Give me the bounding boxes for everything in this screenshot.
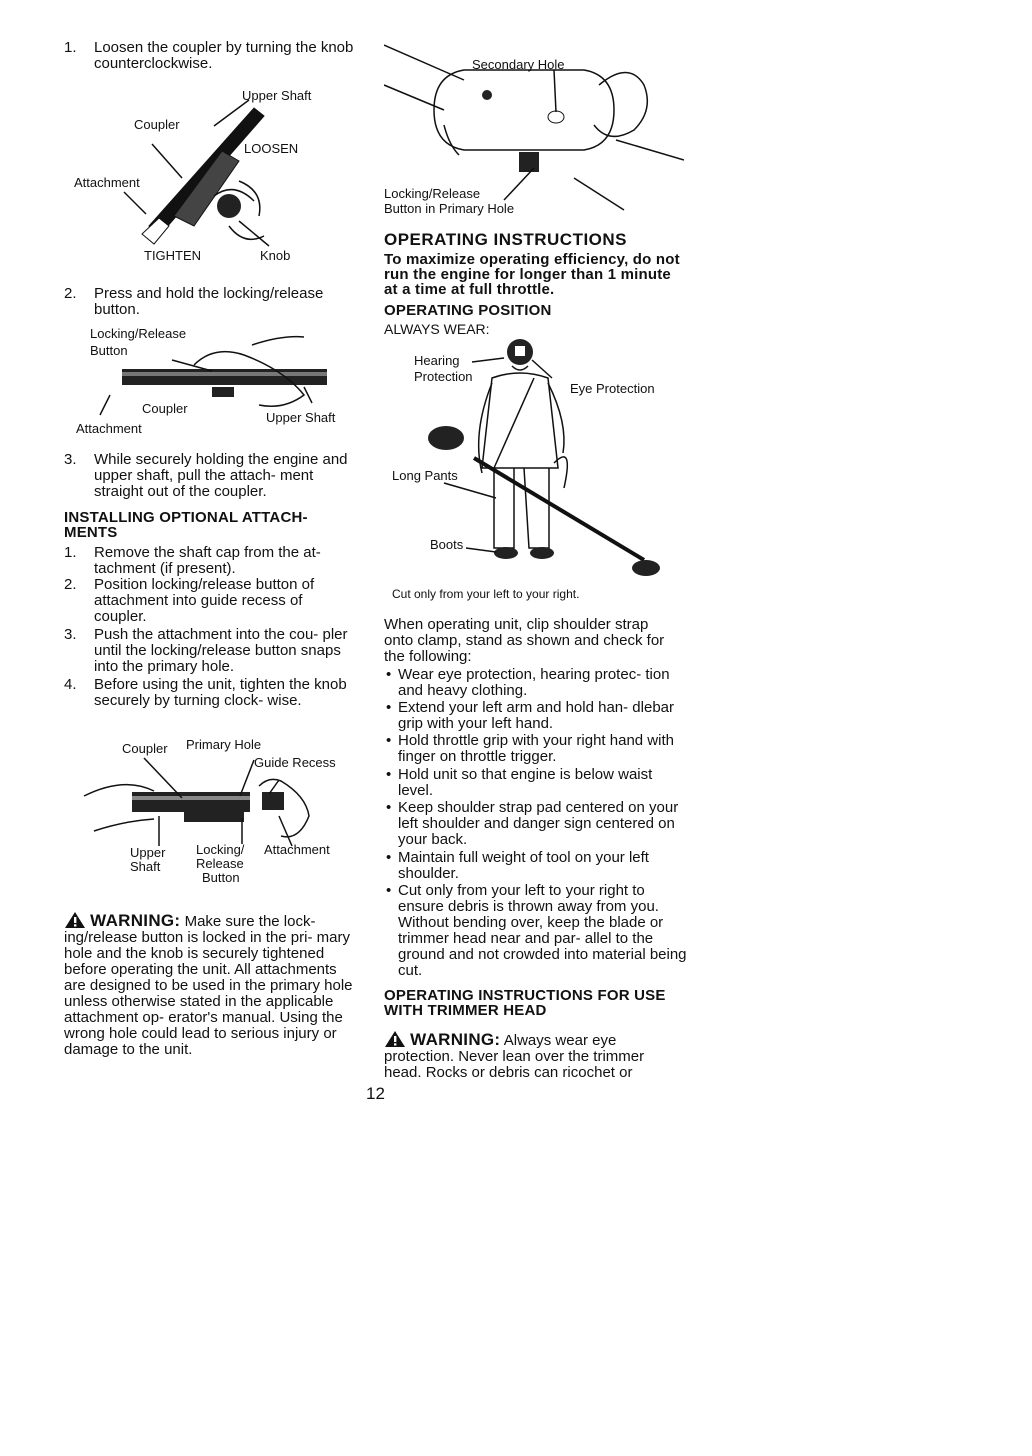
bullet-icon: • bbox=[386, 799, 392, 816]
step-number: 2. bbox=[64, 576, 77, 593]
step-number: 1. bbox=[64, 39, 77, 56]
warning-icon bbox=[384, 1030, 406, 1048]
bullet-icon: • bbox=[386, 666, 392, 683]
label-coupler: Coupler bbox=[142, 401, 188, 416]
step-text: While securely holding the engine and upper shaft, pull the attach- ment straight out of the coupler. bbox=[94, 451, 348, 500]
warning-label: WARNING: bbox=[90, 911, 181, 930]
step-text: Position locking/release button of attachment into guide recess of coupler. bbox=[94, 576, 315, 625]
label-attachment: Attachment bbox=[74, 175, 140, 190]
label-secondary-hole: Secondary Hole bbox=[472, 57, 565, 72]
label-upper-shaft: Upper Shaft bbox=[266, 410, 336, 425]
label-shaft: Shaft bbox=[130, 859, 161, 874]
label-upper: Upper bbox=[130, 845, 166, 860]
label-locking: Locking/ bbox=[196, 842, 245, 857]
bullet-text: Keep shoulder strap pad centered on your left shoulder and danger sign centered on your back. bbox=[398, 799, 679, 848]
warning-label: WARNING: bbox=[410, 1030, 501, 1049]
bullet-icon: • bbox=[386, 732, 392, 749]
step-text: Remove the shaft cap from the at- tachment (if present). bbox=[94, 544, 321, 577]
warning-block-2 bbox=[384, 1030, 676, 1081]
label-eye-protection: Eye Protection bbox=[570, 381, 655, 396]
bullet-text: Hold unit so that engine is below waist level. bbox=[398, 766, 653, 799]
warning-block bbox=[64, 911, 356, 1058]
figure-caption: Cut only from your left to your right. bbox=[392, 587, 580, 601]
label-hearing: Hearing bbox=[414, 353, 460, 368]
warning-icon bbox=[64, 911, 86, 929]
label-coupler: Coupler bbox=[134, 117, 180, 132]
label-attachment: Attachment bbox=[264, 842, 330, 857]
figure-operating-position bbox=[384, 338, 684, 606]
page-number: 12 bbox=[366, 1084, 385, 1103]
label-knob: Knob bbox=[260, 248, 291, 263]
bullet-text: Maintain full weight of tool on your left shoulder. bbox=[398, 849, 649, 882]
warning-text: Make sure the lock- ing/release button is locked in the pri- mary hole and the knob is securely tightened before operating the unit. All attachments are designed to be used in the primary hole unless otherwise stated in the applicable attachment op- erator's manual. Using the wrong hole could lead to serious injury or damage to the unit. bbox=[64, 913, 353, 1058]
figure-guide-recess bbox=[64, 736, 364, 886]
step-text: Push the attachment into the cou- pler until the locking/release button snaps into the primary hole. bbox=[94, 626, 348, 675]
bullet-text: Hold throttle grip with your right hand with finger on throttle trigger. bbox=[398, 732, 674, 765]
figure-coupler-loosen bbox=[64, 86, 364, 271]
step-text: Loosen the coupler by turning the knob counterclockwise. bbox=[94, 39, 354, 72]
label-long-pants: Long Pants bbox=[392, 468, 458, 483]
step-text: Press and hold the locking/release button. bbox=[94, 285, 324, 318]
label-button: Button bbox=[202, 870, 240, 885]
label-tighten: TIGHTEN bbox=[144, 248, 202, 263]
always-wear: ALWAYS WEAR: bbox=[384, 321, 490, 337]
label-guide-recess: Guide Recess bbox=[254, 755, 336, 770]
label-release: Release bbox=[196, 856, 244, 871]
step-number: 3. bbox=[64, 451, 77, 468]
label-boots: Boots bbox=[430, 537, 464, 552]
label-primary-hole: Primary Hole bbox=[186, 737, 262, 752]
bullet-icon: • bbox=[386, 766, 392, 783]
label-locking-release: Locking/Release bbox=[90, 326, 187, 341]
warning-text: Always wear eye protection. Never lean over the trimmer head. Rocks or debris can ricochet or bbox=[384, 1032, 645, 1081]
bullet-icon: • bbox=[386, 882, 392, 899]
trimmer-heading: OPERATING INSTRUCTIONS FOR USE WITH TRIMMER HEAD bbox=[384, 987, 666, 1019]
step-text: Before using the unit, tighten the knob securely by turning clock- wise. bbox=[94, 676, 347, 709]
label-button-primary-hole: Button in Primary Hole bbox=[384, 201, 515, 216]
label-attachment: Attachment bbox=[76, 421, 142, 436]
label-loosen: LOOSEN bbox=[244, 141, 299, 156]
intro-text: When operating unit, clip shoulder strap onto clamp, stand as shown and check for the following: bbox=[384, 616, 665, 665]
bullet-icon: • bbox=[386, 849, 392, 866]
label-button: Button bbox=[90, 343, 128, 358]
operating-position-heading: OPERATING POSITION bbox=[384, 302, 552, 319]
label-coupler: Coupler bbox=[122, 741, 168, 756]
installing-heading: INSTALLING OPTIONAL ATTACH- MENTS bbox=[64, 509, 308, 541]
label-upper-shaft: Upper Shaft bbox=[242, 88, 312, 103]
operating-instructions-heading: OPERATING INSTRUCTIONS bbox=[384, 230, 628, 249]
bullet-text: Cut only from your left to your right to ensure debris is thrown away from you. Without bending over, keep the blade or trimmer head near and par- allel to the ground and not crowded into material being cut. bbox=[398, 882, 687, 979]
label-locking-release: Locking/Release bbox=[384, 186, 481, 201]
bullet-icon: • bbox=[386, 699, 392, 716]
efficiency-note: To maximize operating efficiency, do not run the engine for longer than 1 minute at a time at full throttle. bbox=[384, 251, 680, 298]
bullet-text: Wear eye protection, hearing protec- tion and heavy clothing. bbox=[398, 666, 670, 699]
step-number: 3. bbox=[64, 626, 77, 643]
step-number: 1. bbox=[64, 544, 77, 561]
figure-secondary-hole bbox=[384, 40, 684, 220]
figure-locking-release bbox=[64, 325, 364, 440]
label-protection: Protection bbox=[414, 369, 473, 384]
bullet-text: Extend your left arm and hold han- dlebar grip with your left hand. bbox=[398, 699, 674, 732]
step-number: 4. bbox=[64, 676, 77, 693]
step-number: 2. bbox=[64, 285, 77, 302]
